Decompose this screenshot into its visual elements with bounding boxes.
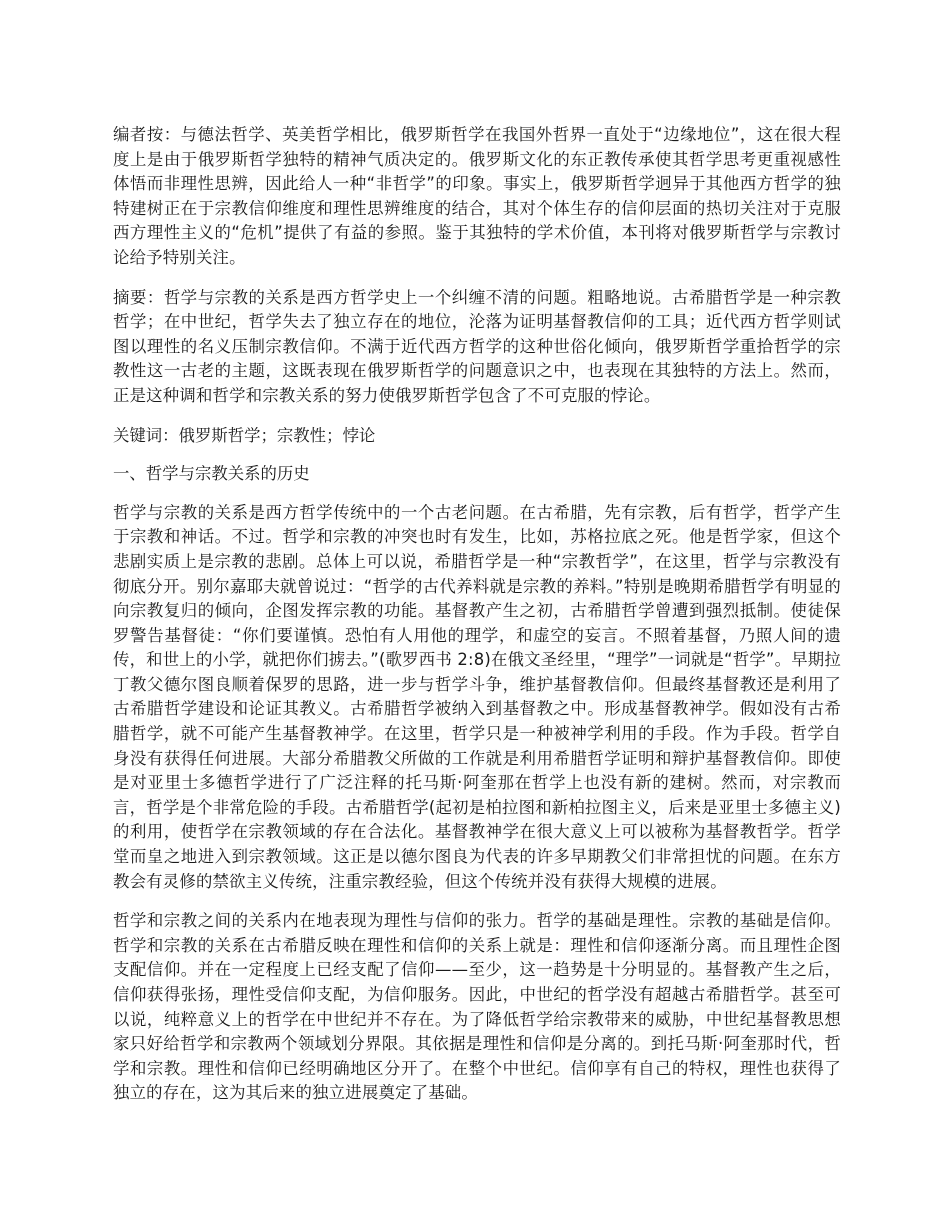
editor-note: 编者按：与德法哲学、英美哲学相比，俄罗斯哲学在我国外哲界一直处于“边缘地位”，这在很大程度上是由于俄罗斯哲学独特的精神气质决定的。俄罗斯文化的东正教传承使其哲学思考更重视感性体悟而非理性思辨，因此给人一种“非哲学”的印象。事实上，俄罗斯哲学迥异于其他西方哲学的独特建树正在于宗教信仰维度和理性思辨维度的结合，其对个体生存的信仰层面的热切关注对于克服西方理性主义的“危机”提供了有益的参照。鉴于其独特的学术价值，本刊将对俄罗斯哲学与宗教讨论给予特别关注。 <box>113 125 841 267</box>
body-paragraph-1: 哲学与宗教的关系是西方哲学传统中的一个古老问题。在古希腊，先有宗教，后有哲学，哲学产生于宗教和神话。不过。哲学和宗教的冲突也时有发生，比如，苏格拉底之死。他是哲学家，但这个悲剧实质上是宗教的悲剧。总体上可以说，希腊哲学是一种“宗教哲学”，在这里，哲学与宗教没有彻底分开。别尔嘉耶夫就曾说过：“哲学的古代养料就是宗教的养料。”特别是晚期希腊哲学有明显的向宗教复归的倾向，企图发挥宗教的功能。基督教产生之初，古希腊哲学曾遭到强烈抵制。使徒保罗警告基督徒：“你们要谨慎。恐怕有人用他的理学，和虚空的妄言。不照着基督，乃照人间的遗传，和世上的小学，就把你们掳去。”(歌罗西书 2:8)在俄文圣经里，“理学”一词就是“哲学”。早期拉丁教父德尔图良顺着保罗的思路，进一步与哲学斗争，维护基督教信仰。但最终基督教还是利用了古希腊哲学建设和论证其教义。古希腊哲学被纳入到基督教之中。形成基督教神学。假如没有古希腊哲学，就不可能产生基督教神学。在这里，哲学只是一种被神学利用的手段。作为手段。哲学自身没有获得任何进展。大部分希腊教父所做的工作就是利用希腊哲学证明和辩护基督教信仰。即使是对亚里士多德哲学进行了广泛注释的托马斯·阿奎那在哲学上也没有新的建树。然而，对宗教而言，哲学是个非常危险的手段。古希腊哲学(起初是柏拉图和新柏拉图主义，后来是亚里士多德主义)的利用，使哲学在宗教领域的存在合法化。基督教神学在很大意义上可以被称为基督教哲学。哲学堂而皇之地进入到宗教领域。这正是以德尔图良为代表的许多早期教父们非常担忧的问题。在东方教会有灵修的禁欲主义传统，注重宗教经验，但这个传统并没有获得大规模的进展。 <box>113 502 841 891</box>
abstract: 摘要：哲学与宗教的关系是西方哲学史上一个纠缠不清的问题。粗略地说。古希腊哲学是一种宗教哲学；在中世纪，哲学失去了独立存在的地位，沦落为证明基督教信仰的工具；近代西方哲学则试图以理性的名义压制宗教信仰。不满于近代西方哲学的这种世俗化倾向，俄罗斯哲学重拾哲学的宗教性这一古老的主题，这既表现在俄罗斯哲学的问题意识之中，也表现在其独特的方法上。然而，正是这种调和哲学和宗教关系的努力使俄罗斯哲学包含了不可克服的悖论。 <box>113 287 841 405</box>
section-heading: 一、哲学与宗教关系的历史 <box>113 464 310 484</box>
document-body <box>113 123 841 1121</box>
keywords: 关键词：俄罗斯哲学；宗教性；悖论 <box>113 425 376 445</box>
body-paragraph-2: 哲学和宗教之间的关系内在地表现为理性与信仰的张力。哲学的基础是理性。宗教的基础是信仰。哲学和宗教的关系在古希腊反映在理性和信仰的关系上就是：理性和信仰逐渐分离。而且理性企图支配信仰。并在一定程度上已经支配了信仰——至少，这一趋势是十分明显的。基督教产生之后，信仰获得张扬，理性受信仰支配，为信仰服务。因此，中世纪的哲学没有超越古希腊哲学。甚至可以说，纯粹意义上的哲学在中世纪并不存在。为了降低哲学给宗教带来的威胁，中世纪基督教思想家只好给哲学和宗教两个领域划分界限。其依据是理性和信仰是分离的。到托马斯·阿奎那时代，哲学和宗教。理性和信仰已经明确地区分开了。在整个中世纪。信仰享有自己的特权，理性也获得了独立的存在，这为其后来的独立进展奠定了基础。 <box>113 911 841 1103</box>
